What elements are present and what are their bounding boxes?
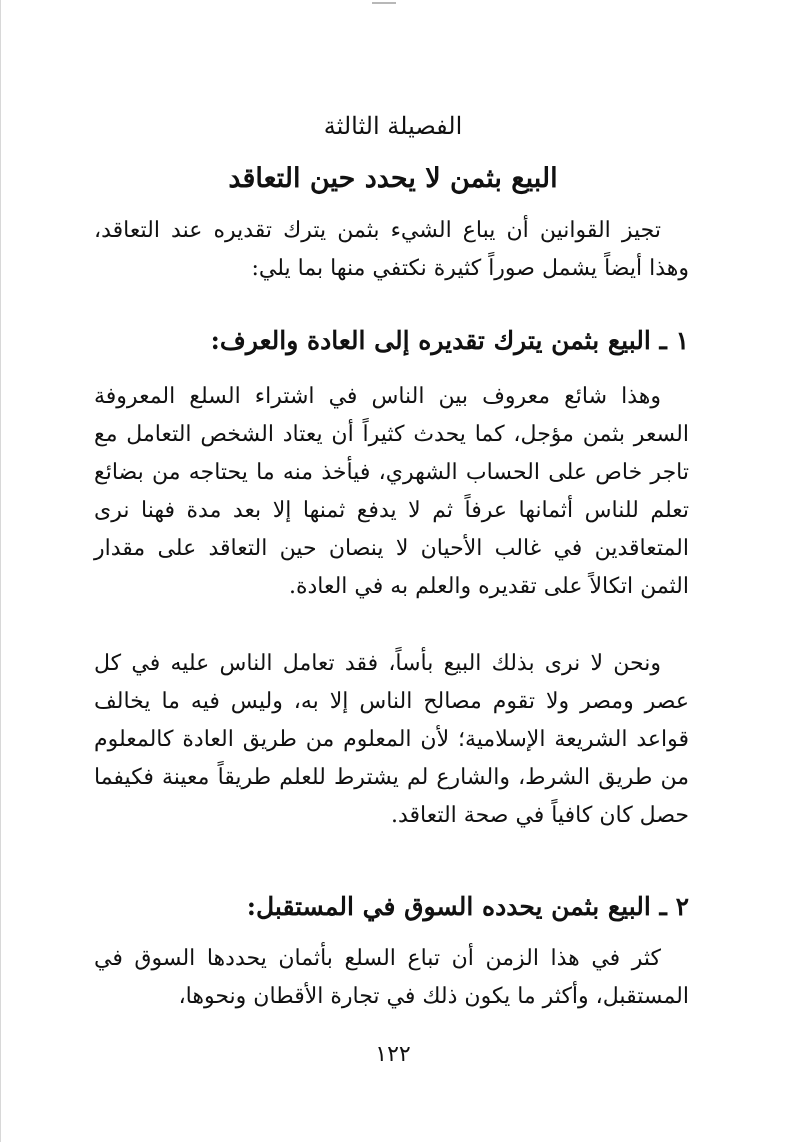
paragraph-one-b: ونحن لا نرى بذلك البيع بأساً، فقد تعامل الناس عليه في كل عصر ومصر ولا تقوم مصالح الناس إلا به، وليس فيه ما يخالف قواعد الشريعة الإسلامية؛ لأن المعلوم من طريق العادة كالمعلوم من طريق الشرط، والشارع لم يشترط للعلم طريقاً معينة فكيفما حصل كان كافياً في صحة التعاقد. — [94, 651, 689, 828]
paragraph-two: كثر في هذا الزمن أن تباع السلع بأثمان يحددها السوق في المستقبل، وأكثر ما يكون ذلك في تجارة الأقطان ونحوها، — [94, 946, 689, 1009]
section-label: الفصيلة الثالثة — [323, 112, 463, 140]
paragraph-one-a: وهذا شائع معروف بين الناس في اشتراء السلع المعروفة السعر بثمن مؤجل، كما يحدث كثيراً أن يعتاد الشخص التعامل مع تاجر خاص على الحساب الشهري، فيأخذ منه ما يحتاجه من بضائع تعلم للناس أثمانها عرفاً ثم لا يدفع ثمنها إلا بعد مدة فهنا نرى المتعاقدين في غالب الأحيان لا ينصان حين التعاقد على مقدار الثمن اتكالاً على تقديره والعلم به في العادة. — [94, 384, 689, 599]
subheading-one: ١ ـ البيع بثمن يترك تقديره إلى العادة والعرف: — [210, 326, 689, 355]
intro-paragraph: تجيز القوانين أن يباع الشيء بثمن يترك تقديره عند التعاقد، وهذا أيضاً يشمل صوراً كثيرة نكتفي منها بما يلي: — [94, 218, 689, 281]
subheading-two: ٢ ـ البيع بثمن يحدده السوق في المستقبل: — [246, 892, 689, 921]
page-title: البيع بثمن لا يحدد حين التعاقد — [228, 163, 558, 194]
top-scan-mark — [372, 2, 396, 4]
page-number: ١٢٢ — [375, 1042, 411, 1067]
